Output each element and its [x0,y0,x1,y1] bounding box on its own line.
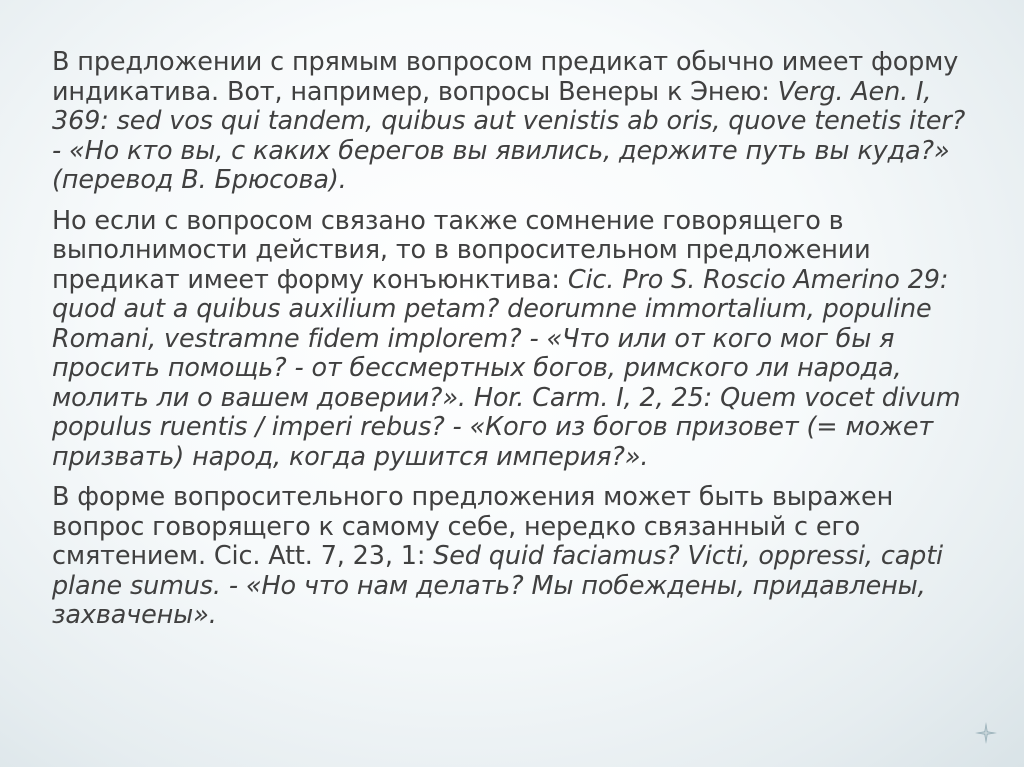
paragraph-2-text: Но если с вопросом связано также сомнение говорящего в выполнимости действия, то в вопросительном предложении предикат имеет форму конъюнктива: [52,205,871,295]
paragraph-1-text: В предложении с прямым вопросом предикат обычно имеет форму индикатива. Вот, например, вопросы Венеры к Энею: [52,47,959,107]
paragraph-3 [52,483,972,631]
sparkle-star-icon [974,721,998,745]
paragraph-1-example: Verg. Aen. I, 369: sed vos qui tandem, quibus aut venistis ab oris, quove tenetis iter? - «Но кто вы, с каких берегов вы явились, держите путь вы куда?» (перевод В. Брюсова). [52,76,966,195]
paragraph-3-example: Sed quid faciamus? Victi, oppressi, capti plane sumus. - «Но что нам делать? Мы побеждены, придавлены, захвачены». [52,541,943,630]
slide-text-body [52,48,972,642]
paragraph-2-example: Cic. Pro S. Roscio Amerino 29: quod aut a quibus auxilium petam? deorumne immortalium, populine Romani, vestramne fidem implorem? - «Что или от кого мог бы я просить помощь? - от бессмертных богов, римского ли народа, молить ли о вашем доверии?». Hor. Carm. I, 2, 25: Quem vocet divum populus ruentis / imperi rebus? - «Кого из богов призовет (= может призвать) народ, когда рушится империя?». [52,264,961,472]
paragraph-2 [52,207,972,473]
paragraph-1 [52,48,972,196]
paragraph-3-text: В форме вопросительного предложения может быть выражен вопрос говорящего к самому себе, нередко связанный с его смятением. Cic. Att. 7, 23, 1: [52,482,894,571]
